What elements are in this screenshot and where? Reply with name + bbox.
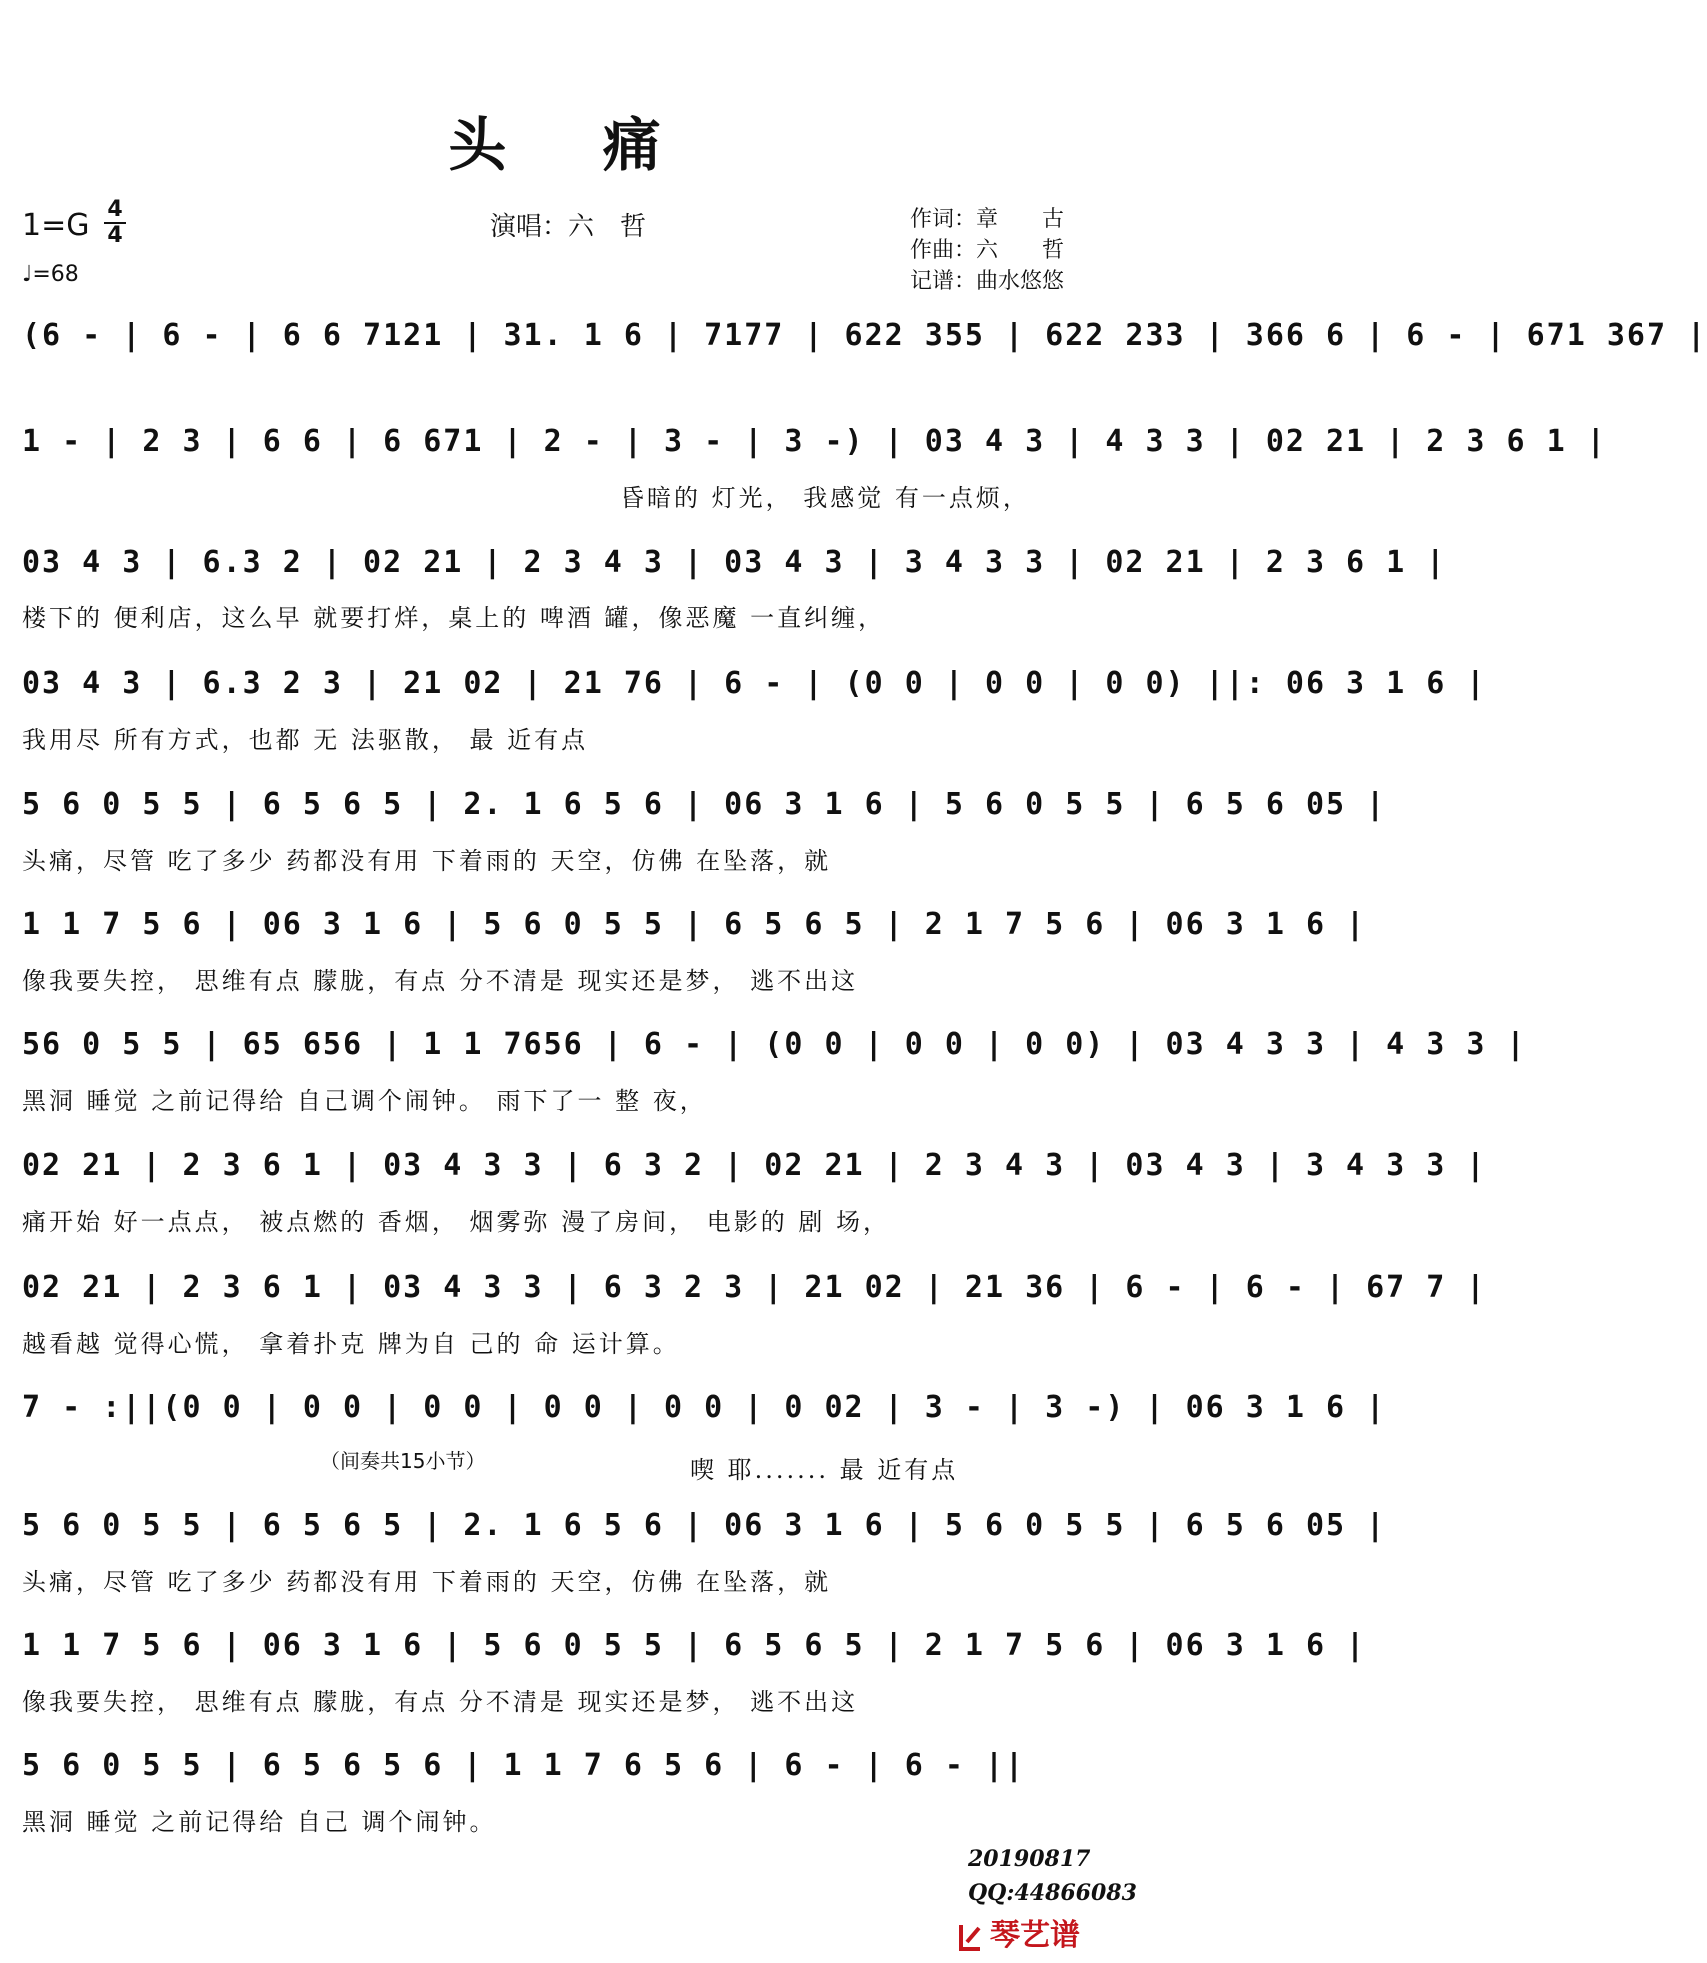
score-line-6-lyric: 像我要失控， 思维有点 朦胧，有点 分不清是 现实还是梦， 逃不出这	[22, 967, 859, 995]
score-line-13-lyric: 黑洞 睡觉 之前记得给 自己 调个闹钟。	[22, 1808, 497, 1836]
singer-credit: 演唱：六 哲	[490, 212, 647, 242]
time-signature	[104, 198, 126, 248]
score-line-13-notes: 5 6 0 5 5 | 6 5 6 5 6 | 1 1 7 6 5 6 | 6 - | 6 - ||	[22, 1748, 1026, 1783]
song-title: 头 痛	[448, 111, 699, 179]
score-line-9-lyric: 越看越 觉得心慌， 拿着扑克 牌为自 己的 命 运计算。	[22, 1330, 680, 1358]
credits-block	[910, 204, 1064, 297]
time-signature-top: 4	[104, 198, 126, 224]
score-line-3-notes: 03 4 3 | 6.3 2 | 02 21 | 2 3 4 3 | 03 4 3 | 3 4 3 3 | 02 21 | 2 3 6 1 |	[22, 545, 1447, 580]
composer-credit: 作曲：六 哲	[910, 238, 1065, 263]
score-line-8-notes: 02 21 | 2 3 6 1 | 03 4 3 3 | 6 3 2 | 02 21 | 2 3 4 3 | 03 4 3 | 3 4 3 3 |	[22, 1148, 1487, 1183]
score-line-11-lyric: 头痛，尽管 吃了多少 药都没有用 下着雨的 天空，仿佛 在坠落，就	[22, 1568, 832, 1596]
interlude-note: （间奏共15小节）	[320, 1449, 486, 1473]
score-line-12-lyric: 像我要失控， 思维有点 朦胧，有点 分不清是 现实还是梦， 逃不出这	[22, 1688, 859, 1716]
transcriber-credit: 记谱：曲水悠悠	[910, 269, 1065, 294]
score-line-3-lyric: 楼下的 便利店，这么早 就要打烊，桌上的 啤酒 罐，像恶魔 一直纠缠，	[22, 604, 886, 632]
transcription-date: 20190817	[968, 1846, 1091, 1872]
site-logo	[958, 1910, 1080, 1954]
logo-mark-icon	[958, 1922, 984, 1952]
qq-contact: QQ:44866083	[968, 1880, 1137, 1906]
lyricist-credit: 作词：章 古	[910, 207, 1065, 232]
score-line-2-notes: 1 - | 2 3 | 6 6 | 6 671 | 2 - | 3 - | 3 -) | 03 4 3 | 4 3 3 | 02 21 | 2 3 6 1 |	[22, 424, 1607, 459]
score-line-5-lyric: 头痛，尽管 吃了多少 药都没有用 下着雨的 天空，仿佛 在坠落，就	[22, 847, 832, 875]
score-line-9-notes: 02 21 | 2 3 6 1 | 03 4 3 3 | 6 3 2 3 | 21 02 | 21 36 | 6 - | 6 - | 67 7 |	[22, 1270, 1487, 1305]
score-line-4-notes: 03 4 3 | 6.3 2 3 | 21 02 | 21 76 | 6 - | (0 0 | 0 0 | 0 0) ||: 06 3 1 6 |	[22, 666, 1487, 701]
time-signature-bottom: 4	[107, 223, 123, 248]
score-line-7-notes: 56 0 5 5 | 65 656 | 1 1 7656 | 6 - | (0 0 | 0 0 | 0 0) | 03 4 3 3 | 4 3 3 |	[22, 1027, 1527, 1062]
score-line-12-notes: 1 1 7 5 6 | 06 3 1 6 | 5 6 0 5 5 | 6 5 6 5 | 2 1 7 5 6 | 06 3 1 6 |	[22, 1628, 1367, 1663]
score-line-8-lyric: 痛开始 好一点点， 被点燃的 香烟， 烟雾弥 漫了房间， 电影的 剧 场，	[22, 1208, 891, 1236]
score-line-1-notes: (6 - | 6 - | 6 6 7121 | 31. 1 6 | 7177 | 622 355 | 622 233 | 366 6 | 6 - | 671 367 |	[22, 318, 1707, 353]
score-line-6-notes: 1 1 7 5 6 | 06 3 1 6 | 5 6 0 5 5 | 6 5 6 5 | 2 1 7 5 6 | 06 3 1 6 |	[22, 907, 1367, 942]
score-line-4-lyric: 我用尽 所有方式，也都 无 法驱散， 最 近有点	[22, 726, 589, 754]
score-line-2-lyric: 昏暗的 灯光， 我感觉 有一点烦，	[620, 484, 1030, 512]
logo-text: 琴艺谱	[990, 1918, 1080, 1953]
tempo-marking: ♩=68	[22, 262, 79, 287]
score-line-10-notes: 7 - :||(0 0 | 0 0 | 0 0 | 0 0 | 0 0 | 0 02 | 3 - | 3 -) | 06 3 1 6 |	[22, 1390, 1387, 1425]
score-line-7-lyric: 黑洞 睡觉 之前记得给 自己调个闹钟。 雨下了一 整 夜，	[22, 1087, 707, 1115]
key-signature: 1=G	[22, 208, 90, 243]
score-line-10-lyric: 喫 耶....... 最 近有点	[690, 1456, 959, 1484]
score-line-5-notes: 5 6 0 5 5 | 6 5 6 5 | 2. 1 6 5 6 | 06 3 1 6 | 5 6 0 5 5 | 6 5 6 05 |	[22, 787, 1387, 822]
score-line-11-notes: 5 6 0 5 5 | 6 5 6 5 | 2. 1 6 5 6 | 06 3 1 6 | 5 6 0 5 5 | 6 5 6 05 |	[22, 1508, 1387, 1543]
